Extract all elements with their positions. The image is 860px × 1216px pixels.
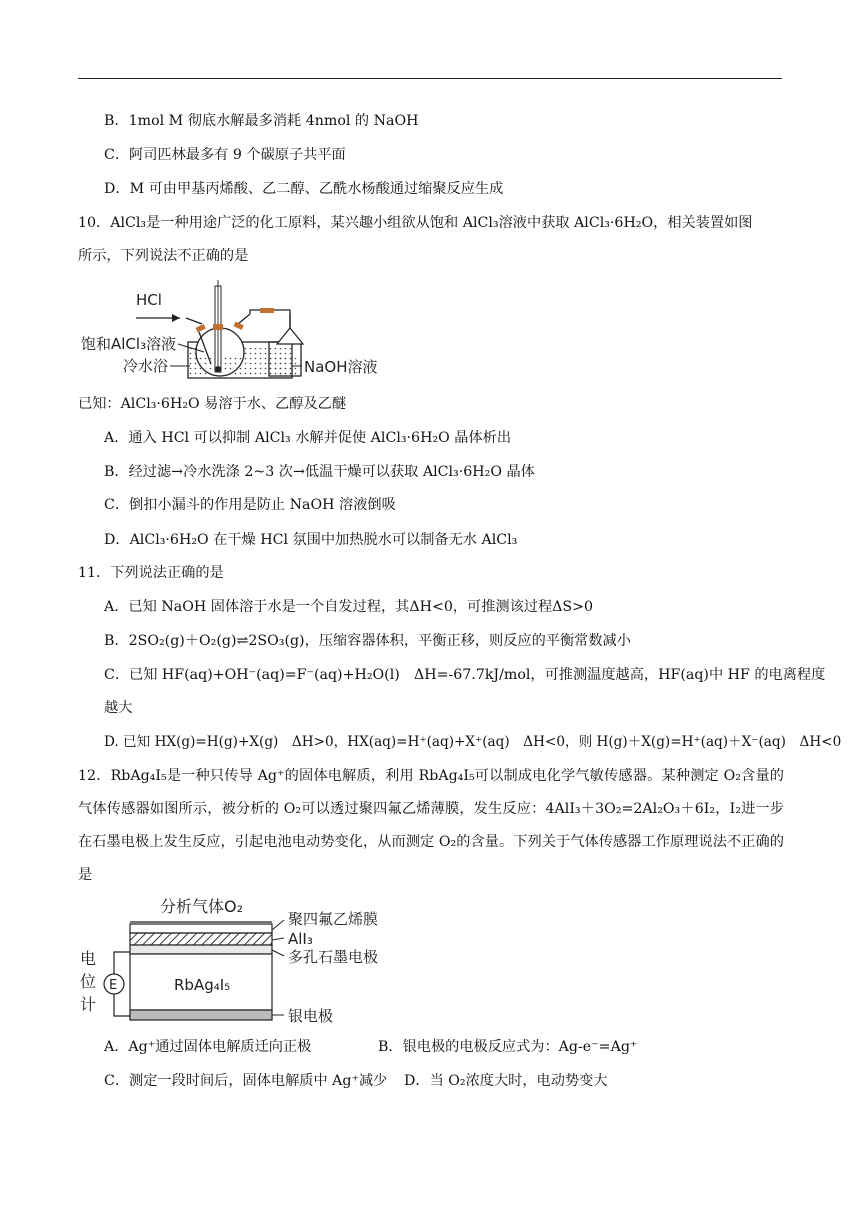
q11-option-c-line2: 越大 [104,700,133,716]
q11-stem: 11．下列说法正确的是 [78,565,224,581]
q12-option-a: A．Ag⁺通过固体电解质迁向正极 [104,1039,312,1055]
q10-apparatus-figure [78,276,388,384]
fig-label-electrolyte: RbAg₄I₅ [174,976,231,994]
q12-stem: 12．RbAg₄I₅是一种只传导 Ag⁺的固体电解质，利用 RbAg₄I₅可以制成电化学气敏传感器。某种测定 O₂含量的气体传感器如图所示，被分析的 O₂可以透过聚四氟乙烯薄膜，发生反应：4AlI₃＋3O₂=2Al₂O₃＋6I₂，I₂进一步在石墨电极上发生反应，引起电池电动势变化，从而测定 O₂的含量。下列关于气体传感器工作原理说法不正确的是 [78,768,784,883]
q10-option-d: D．AlCl₃·6H₂O 在干燥 HCl 氛围中加热脱水可以制备无水 AlCl₃ [104,532,518,548]
q10-stem-line1: 10．AlCl₃是一种用途广泛的化工原料，某兴趣小组欲从饱和 AlCl₃溶液中获取 AlCl₃·6H₂O，相关装置如图 [78,215,753,231]
fig-label-hcl: HCl [136,291,162,309]
fig-label-coldbath: 冷水浴 [123,357,169,375]
q10-option-b: B．经过滤→冷水洗涤 2~3 次→低温干燥可以获取 AlCl₃·6H₂O 晶体 [104,464,535,480]
q11-option-a: A．已知 NaOH 固体溶于水是一个自发过程，其ΔH<0，可推测该过程ΔS>0 [104,599,594,615]
fig-label-ali3: AlI₃ [288,930,313,948]
q12-option-b: B．银电极的电极反应式为：Ag-e⁻=Ag⁺ [378,1039,638,1055]
q9-option-c: C．阿司匹林最多有 9 个碳原子共平面 [104,147,346,163]
q10-known: 已知：AlCl₃·6H₂O 易溶于水、乙醇及乙醚 [78,396,347,412]
q10-option-c: C．倒扣小漏斗的作用是防止 NaOH 溶液倒吸 [104,497,396,513]
q11-option-b: B．2SO₂(g)＋O₂(g)⇌2SO₃(g)，压缩容器体积，平衡正移，则反应的平衡常数减小 [104,633,631,649]
q11-option-c-line1: C．已知 HF(aq)+OH⁻(aq)=F⁻(aq)+H₂O(l) ΔH=-67.7kJ/mol，可推测温度越高，HF(aq)中 HF 的电离程度 [104,667,826,683]
fig-label-naoh: NaOH溶液 [304,358,378,376]
fig-label-ptfe: 聚四氟乙烯膜 [288,910,379,928]
q9-option-d: D．M 可由甲基丙烯酸、乙二醇、乙酰水杨酸通过缩聚反应生成 [104,181,504,197]
fig-meter-symbol: E [109,978,118,993]
fig-meter-label-3: 计 [80,995,97,1014]
q10-stem-line2: 所示，下列说法不正确的是 [78,248,249,264]
fig-label-gas: 分析气体O₂ [160,897,244,916]
q10-option-a: A．通入 HCl 可以抑制 AlCl₃ 水解并促使 AlCl₃·6H₂O 晶体析出 [104,430,512,446]
fig-label-saturated: 饱和AlCl₃溶液 [81,335,177,353]
q12-option-d: D．当 O₂浓度大时，电动势变大 [404,1073,608,1089]
fig-meter-label-1: 电 [80,949,97,968]
fig-label-silver: 银电极 [288,1007,334,1025]
header-rule [78,78,782,79]
q12-sensor-figure [78,890,408,1028]
q9-option-b: B．1mol M 彻底水解最多消耗 4nmol 的 NaOH [104,113,419,129]
q11-option-d: D. 已知 HX(g)=H(g)+X(g) ΔH>0，HX(aq)=H⁺(aq)+X⁺(aq) ΔH<0，则 H(g)＋X(g)=H⁺(aq)＋X⁻(aq) ΔH<0 [104,734,842,750]
fig-meter-label-2: 位 [80,972,97,991]
fig-label-graphite: 多孔石墨电极 [288,948,379,966]
q12-option-c: C．测定一段时间后，固体电解质中 Ag⁺减少 [104,1073,388,1089]
